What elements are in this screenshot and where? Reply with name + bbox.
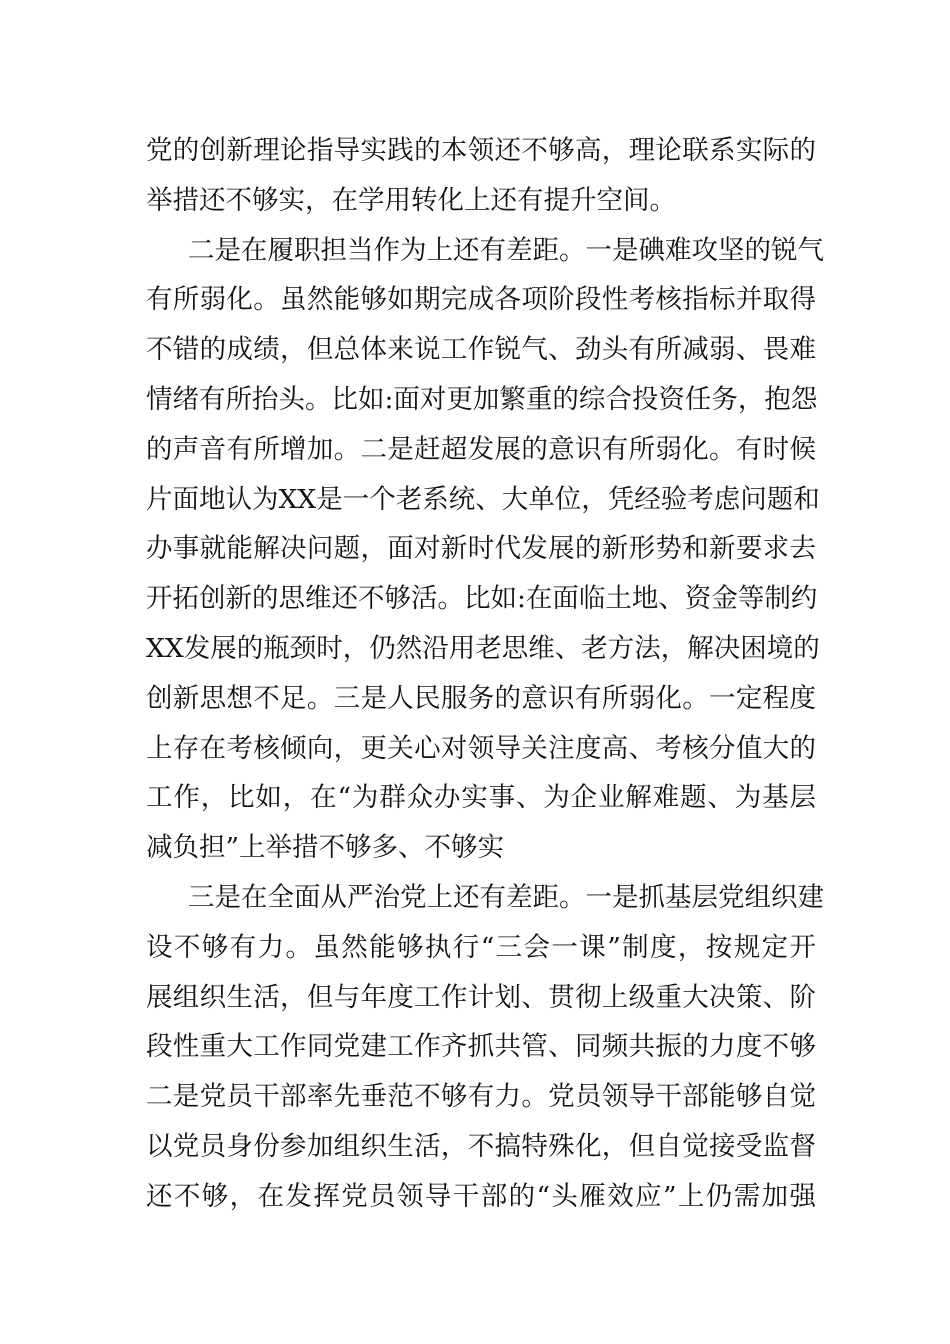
text-line: 举措还不够实，在学用转化上还有提升空间。 xyxy=(146,184,676,216)
text-line: 还不够，在发挥党员领导干部的“头雁效应”上仍需加强 xyxy=(146,1180,816,1212)
text-line: 减负担”上举措不够多、不够实 xyxy=(146,832,505,864)
body-text xyxy=(146,126,824,1222)
text-line: 有所弱化。虽然能够如期完成各项阶段性考核指标并取得 xyxy=(146,284,816,316)
text-line: 不错的成绩，但总体来说工作锐气、劲头有所减弱、畏难 xyxy=(146,334,816,366)
text-line: 办事就能解决问题，面对新时代发展的新形势和新要求去 xyxy=(146,533,816,565)
text-line: 二是党员干部率先垂范不够有力。党员领导干部能够自觉 xyxy=(146,1081,816,1113)
text-line: 的声音有所增加。二是赶超发展的意识有所弱化。有时候 xyxy=(146,433,816,465)
text-line: 以党员身份参加组织生活，不搞特殊化，但自觉接受监督 xyxy=(146,1130,816,1162)
text-line: 创新思想不足。三是人民服务的意识有所弱化。一定程度 xyxy=(146,682,816,714)
text-line: 开拓创新的思维还不够活。比如:在面临土地、资金等制约 xyxy=(146,583,818,615)
text-line: 党的创新理论指导实践的本领还不够高，理论联系实际的 xyxy=(146,135,816,166)
text-line: 上存在考核倾向，更关心对领导关注度高、考核分值大的 xyxy=(146,732,816,764)
text-line: 展组织生活，但与年度工作计划、贯彻上级重大决策、阶 xyxy=(146,981,816,1013)
text-line: 段性重大工作同党建工作齐抓共管、同频共振的力度不够 xyxy=(146,1031,816,1063)
text-line: 设不够有力。虽然能够执行“三会一课”制度，按规定开 xyxy=(146,931,816,963)
text-line: 片面地认为XX是一个老系统、大单位，凭经验考虑问题和 xyxy=(146,483,820,515)
text-line: 二是在履职担当作为上还有差距。一是碘难攻坚的锐气 xyxy=(188,234,824,266)
text-line: 三是在全面从严治党上还有差距。一是抓基层党组织建 xyxy=(188,881,824,913)
text-line: 情绪有所抬头。比如:面对更加繁重的综合投资任务，抱怨 xyxy=(146,383,818,415)
text-line: 工作，比如，在“为群众办实事、为企业解难题、为基层 xyxy=(146,782,816,814)
text-line: XX发展的瓶颈时，仍然沿用老思维、老方法，解决困境的 xyxy=(146,632,820,664)
